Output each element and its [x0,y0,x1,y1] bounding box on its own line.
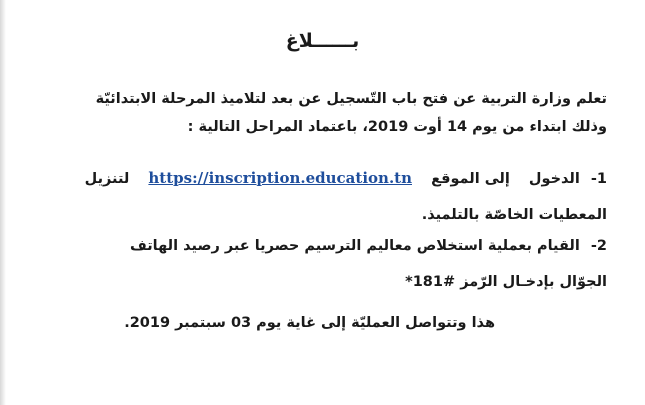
step-1-line-2: المعطيات الخاصّة بالتلميذ. [421,207,607,223]
step-1-line-1 [47,160,607,197]
step-2-line-2 [47,264,607,300]
step-1-text-b: إلى الموقع [431,171,510,187]
step-2-number: 2- [590,238,607,254]
announcement-title: بــــــلاغ [285,30,360,52]
inscription-link[interactable]: https://inscription.education.tn [148,169,412,187]
step-1-text-c: لتنزيل [84,171,130,187]
step-1-number: 1- [590,171,607,187]
closing-sentence: هذا وتتواصل العمليّة إلى غاية يوم 03 سبتمبر 2019. [124,315,495,331]
step-2-line-2-text: الجوّال بإدخـال الرّمز [460,274,607,290]
step-1 [47,160,607,233]
step-2 [47,228,607,300]
step-2-line-1 [47,228,607,264]
ussd-code: *181# [405,274,456,290]
step-2-text: القيام بعملية استخلاص معاليم الترسيم حصريا عبر رصيد الهاتف [129,238,580,254]
intro-line-2: وذلك ابتداء من يوم 14 أوت 2019، باعتماد المراحل التالية : [187,119,607,135]
page-edge-shadow [0,0,6,405]
intro-line-1: تعلم وزارة التربية عن فتح باب التّسجيل عن بعد لتلاميذ المرحلة الابتدائيّة [95,91,607,107]
step-1-text-a: الدخول [528,171,580,187]
intro-paragraph [47,85,607,141]
